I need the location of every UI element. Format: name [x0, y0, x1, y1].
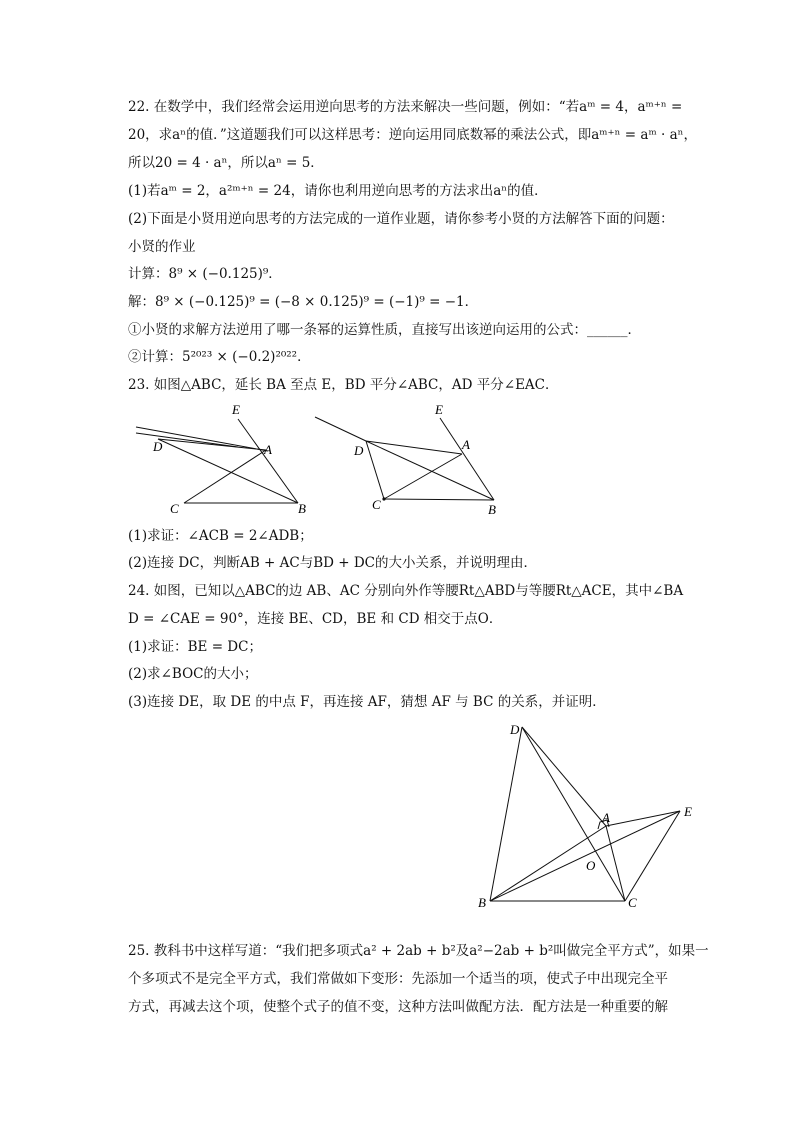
- q24-figure: [470, 718, 710, 918]
- q22-solution: 解：8⁹ × (−0.125)⁹ = (−8 × 0.125)⁹ = (−1)⁹ = −1．: [128, 294, 479, 310]
- q25-line-2: 个多项式不是完全平方式，我们常做如下变形：先添加一个适当的项，使式子中出现完全平: [128, 971, 668, 987]
- q24-part-3: (3)连接 DE，取 DE 的中点 F，再连接 AF，猜想 AF 与 BC 的关系，并证明．: [128, 694, 606, 710]
- fig1-label-c: C: [170, 501, 179, 516]
- line-eb: [238, 419, 298, 503]
- fig1-label-d: D: [153, 439, 163, 454]
- q22-line-2: 20，求aⁿ的值．”这道题我们可以这样思考：逆向运用同底数幂的乘法公式，即aᵐ⁺ⁿ = aᵐ · aⁿ，: [128, 127, 697, 143]
- q24-line-1: 24. 如图，已知以△ABC的边 AB、AC 分别向外作等腰Rt△ABD与等腰Rt△ACE，其中∠BA: [128, 583, 684, 599]
- q22-line-3: 所以20 = 4 · aⁿ，所以aⁿ = 5．: [128, 155, 324, 171]
- line-be: [490, 811, 680, 901]
- fig2-label-a: A: [462, 437, 470, 452]
- fig-label-b: B: [478, 895, 486, 910]
- q23-stem: 23. 如图△ABC，延长 BA 至点 E，BD 平分∠ABC，AD 平分∠EAC．: [128, 377, 559, 393]
- fig1-label-b: B: [298, 501, 306, 516]
- q22-calc: 计算：8⁹ × (−0.125)⁹．: [128, 266, 282, 282]
- q23-part-2: (2)连接 DC，判断AB + AC与BD + DC的大小关系，并说明理由．: [128, 555, 538, 571]
- q25-line-3: 方式，再减去这个项，使整个式子的值不变，这种方法叫做配方法．配方法是一种重要的解: [128, 999, 668, 1015]
- fig2-label-c: C: [372, 497, 381, 512]
- fig2-label-d: D: [354, 443, 364, 458]
- q22-sub-2: ②计算：5²⁰²³ × (−0.2)²⁰²²．: [128, 349, 311, 365]
- line-da: [522, 727, 606, 826]
- line-ba-extension: [136, 433, 238, 447]
- q24-line-2: D = ∠CAE = 90°，连接 BE、CD，BE 和 CD 相交于点O．: [128, 611, 503, 627]
- q22-homework-title: 小贤的作业: [128, 239, 196, 255]
- q23-figures: [128, 398, 528, 520]
- q25-line-1: 25. 教科书中这样写道：“我们把多项式a² + 2ab + b²及a²−2ab + b²叫做完全平方式”，如果一: [128, 943, 709, 959]
- line-db: [158, 439, 298, 503]
- line-db: [490, 727, 522, 901]
- fig-label-e: E: [684, 804, 692, 819]
- line-ca: [184, 450, 266, 503]
- line-ba-extension: [315, 417, 366, 441]
- fig-label-d: D: [510, 722, 520, 737]
- fig2-label-e: E: [435, 402, 443, 417]
- q23-figure-2: [315, 417, 494, 500]
- line-ac: [606, 826, 625, 901]
- fig-label-a: A: [602, 810, 610, 825]
- fig1-label-a: A: [264, 442, 272, 457]
- fig-label-o: O: [586, 858, 596, 873]
- line-dc: [366, 441, 384, 499]
- line-ae: [606, 811, 680, 826]
- point-c: [382, 497, 385, 500]
- q24-part-1: (1)求证：BE = DC；: [128, 639, 262, 655]
- q23-part-1: (1)求证：∠ACB = 2∠ADB；: [128, 528, 313, 544]
- line-cb: [384, 499, 494, 500]
- fig-label-c: C: [628, 895, 637, 910]
- line-ca: [384, 454, 462, 499]
- q23-figure-1: [136, 419, 298, 503]
- q22-part-2: (2)下面是小贤用逆向思考的方法完成的一道作业题，请你参考小贤的方法解答下面的问题：: [128, 211, 674, 227]
- fig1-label-e: E: [232, 402, 240, 417]
- q22-line-1: 22. 在数学中，我们经常会运用逆向思考的方法来解决一些问题，例如：“若aᵐ = 4，aᵐ⁺ⁿ =: [128, 99, 683, 115]
- q22-sub-1: ①小贤的求解方法逆用了哪一条幂的运算性质，直接写出该逆向运用的公式：______．: [128, 322, 641, 338]
- q24-part-2: (2)求∠BOC的大小；: [128, 666, 258, 682]
- fig2-label-b: B: [488, 502, 496, 517]
- q22-part-1: (1)若aᵐ = 2，a²ᵐ⁺ⁿ = 24，请你也利用逆向思考的方法求出aⁿ的值．: [128, 183, 548, 199]
